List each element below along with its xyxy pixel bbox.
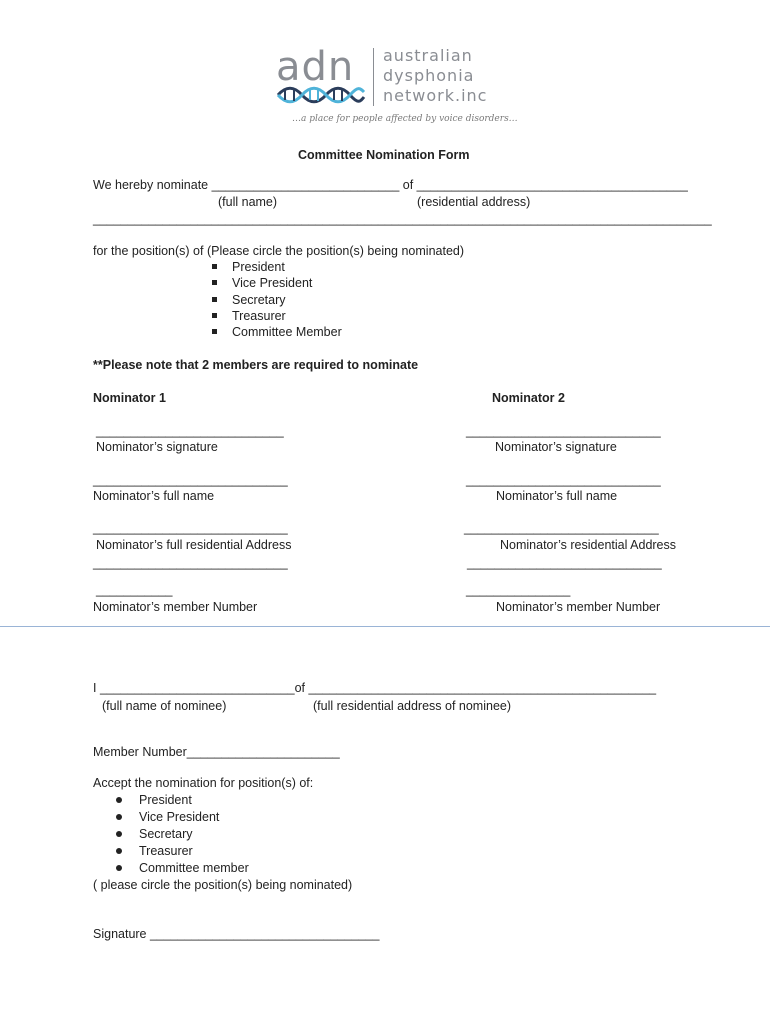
nominee-line: I ____________________________of __________________________________________________ [93, 681, 657, 695]
round-bullet-icon [116, 814, 122, 820]
nominator-2-name-label: Nominator’s full name [496, 489, 618, 503]
square-bullet-icon [212, 264, 217, 269]
nominator-1-address-label: Nominator’s full residential Address [96, 538, 292, 552]
accept-position-item: Treasurer [116, 844, 193, 858]
logo-tagline: …a place for people affected by voice disorders… [292, 114, 518, 124]
full-name-label: (full name) [218, 195, 278, 209]
position-item: Committee Member [212, 325, 342, 339]
dna-helix-icon [276, 84, 366, 106]
nominator-2-member-label: Nominator’s member Number [496, 600, 661, 614]
nominator-note: **Please note that 2 members are required to nominate [93, 358, 419, 372]
nominator-2-address-line-2: ____________________________ [467, 556, 662, 570]
nominator-2-address-line: ____________________________ [464, 521, 659, 535]
accept-intro: Accept the nomination for position(s) of: [93, 776, 314, 790]
nominator-2-member-line: _______________ [466, 583, 571, 597]
residential-address-label: (residential address) [417, 195, 531, 209]
nominee-name-label: (full name of nominee) [102, 699, 227, 713]
nominator-1-member-line: ___________ [96, 583, 173, 597]
nominator-1-address-line-2: ____________________________ [93, 556, 288, 570]
nominator-1-signature-label: Nominator’s signature [96, 440, 218, 454]
address-continuation-line: _________________________________________________________________________________________ [93, 212, 712, 226]
square-bullet-icon [212, 297, 217, 302]
nominator-2-signature-label: Nominator’s signature [495, 440, 617, 454]
round-bullet-icon [116, 848, 122, 854]
position-item: Secretary [212, 293, 286, 307]
round-bullet-icon [116, 797, 122, 803]
section-divider [0, 626, 770, 627]
logo-divider [373, 48, 374, 106]
nominator-2-signature-line: ____________________________ [466, 424, 661, 438]
accept-position-item: Committee member [116, 861, 249, 875]
accept-position-item: Vice President [116, 810, 219, 824]
accept-position-item: Secretary [116, 827, 193, 841]
position-item: Treasurer [212, 309, 286, 323]
nominate-line: We hereby nominate ___________________________ of _______________________________________ [93, 178, 688, 192]
nominator-1-name-label: Nominator’s full name [93, 489, 215, 503]
square-bullet-icon [212, 313, 217, 318]
circle-note: ( please circle the position(s) being nominated) [93, 878, 353, 892]
member-number-line: Member Number______________________ [93, 745, 340, 759]
nominator-2-address-label: Nominator’s residential Address [500, 538, 677, 552]
logo-word: dysphonia [383, 66, 475, 85]
nominator-1-heading: Nominator 1 [93, 391, 166, 405]
nominee-address-label: (full residential address of nominee) [313, 699, 512, 713]
round-bullet-icon [116, 831, 122, 837]
nominator-2-name-line: ____________________________ [466, 473, 661, 487]
position-item: President [212, 260, 285, 274]
form-title: Committee Nomination Form [298, 148, 470, 162]
nominator-1-member-label: Nominator’s member Number [93, 600, 258, 614]
square-bullet-icon [212, 280, 217, 285]
round-bullet-icon [116, 865, 122, 871]
logo [272, 44, 512, 124]
signature-line: Signature _________________________________ [93, 927, 380, 941]
accept-position-item: President [116, 793, 192, 807]
logo-word: australian [383, 46, 473, 65]
nominator-1-address-line: ____________________________ [93, 521, 288, 535]
nominator-2-heading: Nominator 2 [492, 391, 565, 405]
logo-adn-text: adn [276, 44, 355, 90]
logo-word: network.inc [383, 86, 488, 105]
positions-intro: for the position(s) of (Please circle the position(s) being nominated) [93, 244, 465, 258]
logo-words [383, 46, 487, 106]
square-bullet-icon [212, 329, 217, 334]
position-item: Vice President [212, 276, 312, 290]
nominator-1-signature-line: ___________________________ [96, 424, 284, 438]
nominator-1-name-line: ____________________________ [93, 473, 288, 487]
